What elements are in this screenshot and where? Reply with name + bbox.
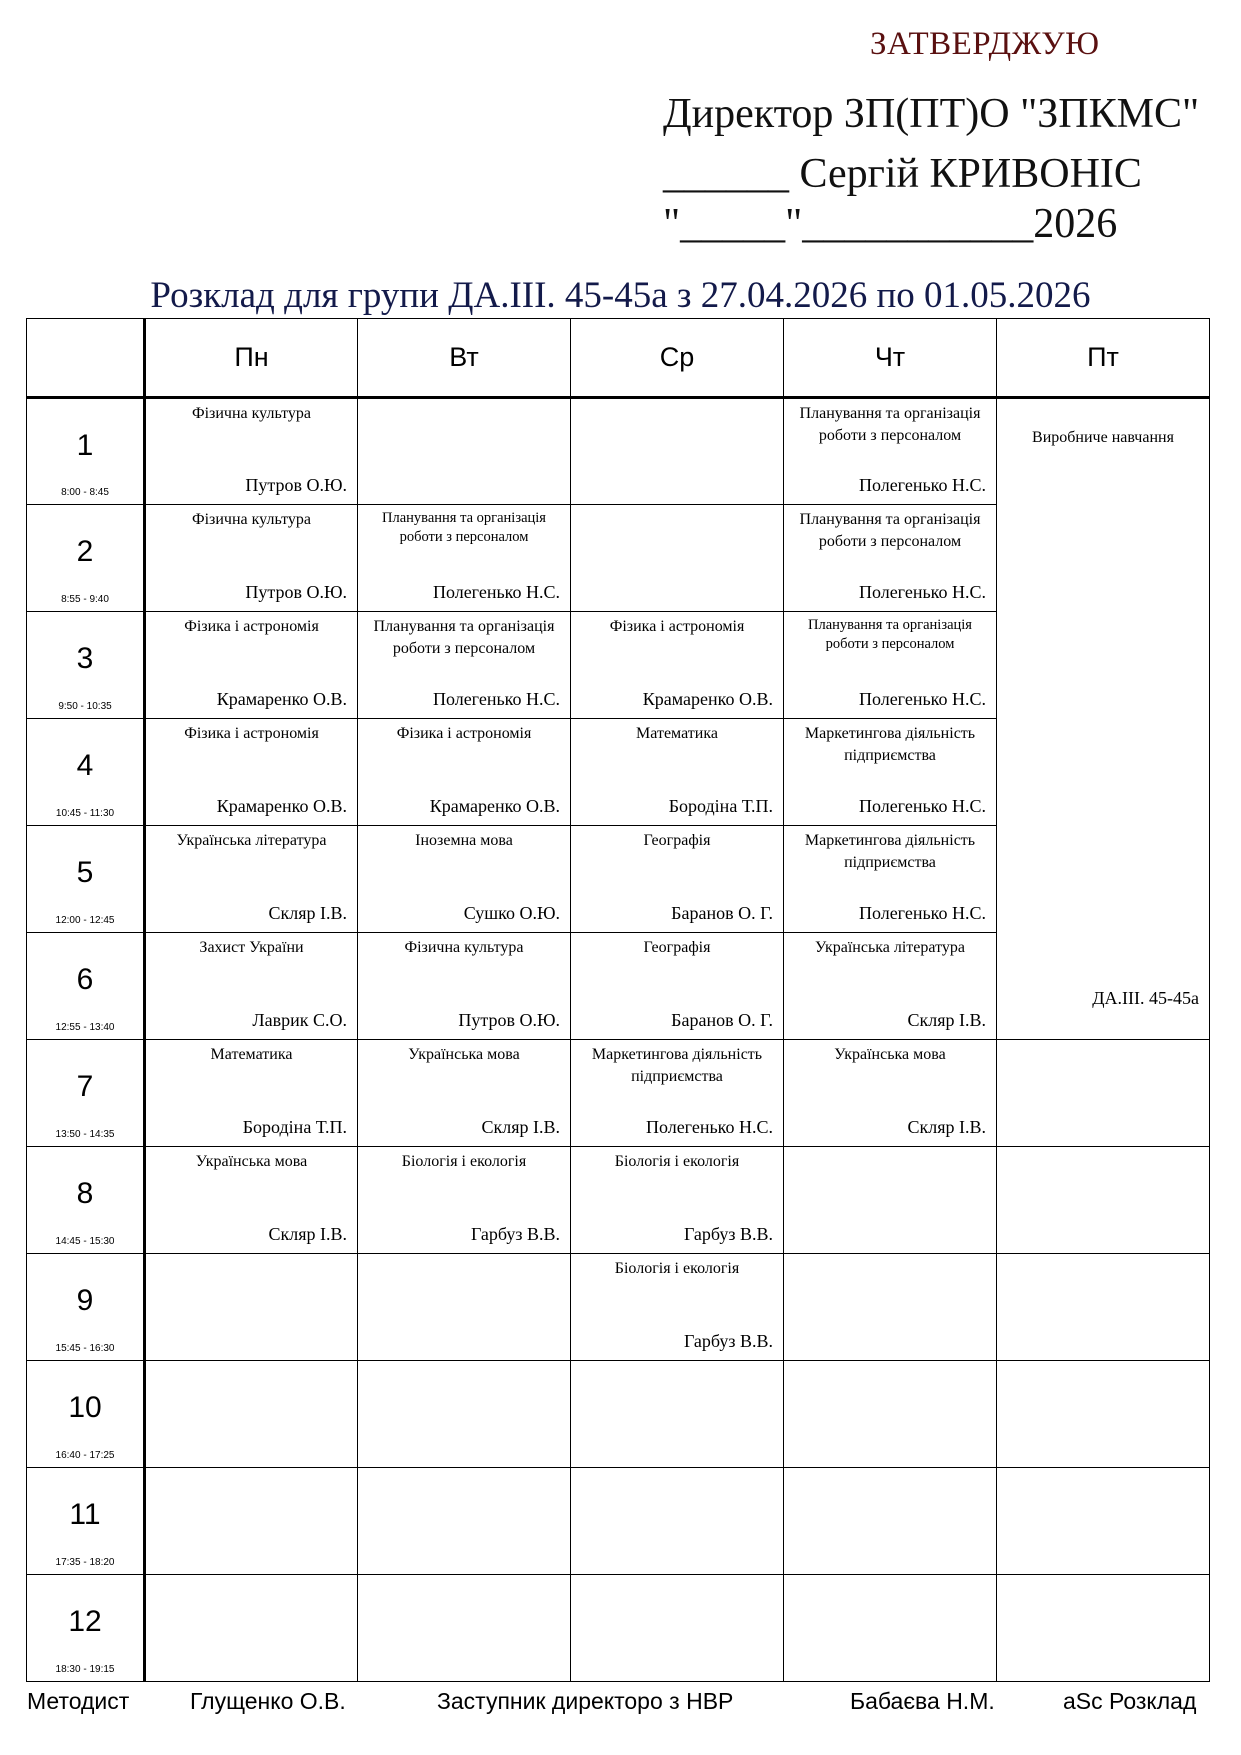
lesson-teacher: Баранов О. Г.: [671, 1010, 773, 1030]
lesson-cell: [571, 1147, 784, 1254]
lesson-cell: [145, 612, 358, 719]
period-time: 15:45 - 16:30: [55, 1343, 115, 1354]
approval-date: "_____"___________2026: [663, 201, 1118, 247]
lesson-subject: Маркетингова діяльність підприємства: [591, 1046, 763, 1085]
lesson-cell: [358, 826, 571, 933]
period-cell: [27, 1468, 145, 1575]
lesson-cell: [571, 719, 784, 826]
friday-subject: Виробниче навчання: [1032, 429, 1174, 446]
period-number: 4: [76, 749, 94, 782]
lesson-teacher: Скляр І.В.: [481, 1117, 560, 1137]
lesson-subject: Іноземна мова: [415, 832, 513, 849]
lesson-teacher: Путров О.Ю.: [458, 1010, 560, 1030]
lesson-cell: [571, 1575, 784, 1682]
period-time: 16:40 - 17:25: [55, 1450, 115, 1461]
lesson-subject: Математика: [210, 1046, 293, 1063]
lesson-cell: [784, 612, 997, 719]
lesson-subject: Українська література: [176, 832, 327, 849]
period-row: [27, 1147, 1210, 1254]
period-number: 3: [76, 642, 94, 675]
lesson-cell: [358, 1147, 571, 1254]
lesson-teacher: Бородіна Т.П.: [668, 796, 773, 816]
lesson-cell: [358, 505, 571, 612]
day-header: Ср: [571, 319, 784, 398]
lesson-cell: [784, 1040, 997, 1147]
approval-signature: ______ Сергій КРИВОНІС: [663, 151, 1142, 197]
lesson-teacher: Скляр І.В.: [907, 1010, 986, 1030]
lesson-cell: [358, 719, 571, 826]
lesson-cell: [358, 1468, 571, 1575]
lesson-teacher: Лаврик С.О.: [252, 1010, 347, 1030]
period-time: 8:00 - 8:45: [61, 487, 109, 498]
lesson-subject: Географія: [643, 939, 711, 956]
period-cell: [27, 398, 145, 505]
lesson-cell: [145, 1147, 358, 1254]
lesson-cell: [784, 1468, 997, 1575]
period-cell: [27, 1254, 145, 1361]
lesson-cell: [571, 505, 784, 612]
lesson-cell: [145, 398, 358, 505]
period-number: 12: [68, 1605, 102, 1638]
lesson-cell: [571, 1361, 784, 1468]
lesson-cell: [358, 1040, 571, 1147]
period-time: 18:30 - 19:15: [55, 1664, 115, 1675]
lesson-cell: [997, 1361, 1210, 1468]
lesson-cell: [784, 1254, 997, 1361]
lesson-teacher: Крамаренко О.В.: [642, 689, 773, 709]
lesson-cell: [784, 1361, 997, 1468]
lesson-subject: Українська мова: [408, 1046, 520, 1063]
period-number: 9: [76, 1284, 94, 1317]
lesson-cell: [145, 719, 358, 826]
lesson-cell: [784, 1147, 997, 1254]
lesson-teacher: Скляр І.В.: [268, 1224, 347, 1244]
lesson-cell: [145, 1575, 358, 1682]
day-header: Пн: [145, 319, 358, 398]
lesson-cell: [997, 1040, 1210, 1147]
lesson-subject: Географія: [643, 832, 711, 849]
period-cell: [27, 1040, 145, 1147]
lesson-cell: [358, 1575, 571, 1682]
methodist-label: Методист: [27, 1688, 130, 1714]
lesson-subject: Біологія і екологія: [401, 1153, 527, 1170]
lesson-teacher: Гарбуз В.В.: [683, 1331, 773, 1351]
period-cell: [27, 826, 145, 933]
lesson-subject: Маркетингова діяльність підприємства: [804, 832, 976, 871]
lesson-cell: [571, 398, 784, 505]
period-row: [27, 1468, 1210, 1575]
lesson-teacher: Крамаренко О.В.: [216, 689, 347, 709]
lesson-subject: Планування та організація роботи з персоналом: [382, 510, 546, 545]
lesson-teacher: Крамаренко О.В.: [429, 796, 560, 816]
lesson-subject: Фізика і астрономія: [184, 725, 319, 742]
day-header: Чт: [784, 319, 997, 398]
lesson-subject: Фізика і астрономія: [609, 618, 745, 635]
lesson-teacher: Полегенько Н.С.: [432, 582, 560, 602]
lesson-cell: [145, 1254, 358, 1361]
friday-practice-block: [997, 398, 1210, 1040]
corner-cell: [27, 319, 145, 398]
lesson-subject: Фізична культура: [191, 405, 312, 422]
lesson-cell: [145, 1040, 358, 1147]
lesson-teacher: Путров О.Ю.: [245, 582, 347, 602]
lesson-subject: Планування та організація роботи з персоналом: [799, 511, 981, 550]
lesson-subject: Біологія і екологія: [614, 1153, 740, 1170]
period-time: 10:45 - 11:30: [55, 808, 115, 819]
period-time: 12:00 - 12:45: [55, 915, 115, 926]
lesson-teacher: Бородіна Т.П.: [242, 1117, 347, 1137]
lesson-cell: [997, 1147, 1210, 1254]
lesson-cell: [997, 1575, 1210, 1682]
period-number: 1: [76, 429, 94, 462]
period-time: 14:45 - 15:30: [55, 1236, 115, 1247]
lesson-subject: Захист України: [199, 939, 304, 956]
day-header: Пт: [997, 319, 1210, 398]
lesson-teacher: Скляр І.В.: [268, 903, 347, 923]
lesson-cell: [145, 933, 358, 1040]
lesson-cell: [784, 719, 997, 826]
schedule-table: [26, 318, 1210, 1682]
lesson-subject: Фізика і астрономія: [184, 618, 319, 635]
lesson-cell: [997, 1254, 1210, 1361]
lesson-subject: Фізична культура: [191, 511, 312, 528]
lesson-cell: [784, 933, 997, 1040]
approval-title: ЗАТВЕРДЖУЮ: [870, 26, 1100, 62]
period-cell: [27, 933, 145, 1040]
lesson-subject: Планування та організація роботи з персоналом: [373, 618, 555, 657]
lesson-cell: [145, 826, 358, 933]
lesson-teacher: Полегенько Н.С.: [432, 689, 560, 709]
day-header-row: [27, 319, 1210, 398]
period-cell: [27, 1361, 145, 1468]
deputy-name: Бабаєва Н.М.: [850, 1688, 995, 1714]
period-time: 17:35 - 18:20: [55, 1557, 115, 1568]
lesson-cell: [358, 612, 571, 719]
friday-group: ДА.III. 45-45а: [1092, 988, 1199, 1008]
lesson-subject: Маркетингова діяльність підприємства: [804, 725, 976, 764]
lesson-cell: [358, 1254, 571, 1361]
period-row: [27, 398, 1210, 505]
lesson-cell: [571, 826, 784, 933]
period-number: 8: [76, 1177, 94, 1210]
period-row: [27, 1361, 1210, 1468]
period-number: 6: [76, 963, 94, 996]
lesson-cell: [997, 1468, 1210, 1575]
lesson-teacher: Полегенько Н.С.: [858, 796, 986, 816]
period-cell: [27, 1575, 145, 1682]
period-number: 5: [76, 856, 94, 889]
period-number: 2: [76, 535, 94, 568]
lesson-subject: Планування та організація роботи з персоналом: [808, 617, 972, 652]
lesson-cell: [358, 1361, 571, 1468]
period-cell: [27, 719, 145, 826]
lesson-teacher: Гарбуз В.В.: [470, 1224, 560, 1244]
lesson-subject: Фізика і астрономія: [396, 725, 532, 742]
lesson-teacher: Скляр І.В.: [907, 1117, 986, 1137]
lesson-teacher: Полегенько Н.С.: [858, 689, 986, 709]
period-time: 12:55 - 13:40: [55, 1022, 115, 1033]
lesson-teacher: Крамаренко О.В.: [216, 796, 347, 816]
period-number: 7: [76, 1070, 94, 1103]
period-time: 9:50 - 10:35: [58, 701, 112, 712]
lesson-cell: [145, 1361, 358, 1468]
schedule-title: Розклад для групи ДА.III. 45-45а з 27.04.2026 по 01.05.2026: [150, 275, 1091, 316]
lesson-cell: [571, 1468, 784, 1575]
lesson-cell: [784, 505, 997, 612]
lesson-teacher: Полегенько Н.С.: [858, 582, 986, 602]
period-time: 13:50 - 14:35: [55, 1129, 115, 1140]
deputy-label: Заступник директоро з НВР: [437, 1688, 734, 1714]
period-row: [27, 1254, 1210, 1361]
lesson-teacher: Сушко О.Ю.: [463, 903, 560, 923]
period-row: [27, 1040, 1210, 1147]
methodist-name: Глущенко О.В.: [190, 1688, 346, 1714]
lesson-subject: Українська література: [815, 939, 965, 956]
software-credit: aSc Розклад: [1063, 1688, 1197, 1714]
approval-director: Директор ЗП(ПТ)О "ЗПКМС": [663, 91, 1200, 137]
lesson-teacher: Гарбуз В.В.: [683, 1224, 773, 1244]
lesson-subject: Українська мова: [834, 1046, 946, 1063]
lesson-subject: Планування та організація роботи з персоналом: [799, 405, 981, 444]
period-cell: [27, 505, 145, 612]
lesson-cell: [784, 1575, 997, 1682]
lesson-teacher: Баранов О. Г.: [671, 903, 773, 923]
lesson-cell: [571, 933, 784, 1040]
lesson-cell: [571, 1254, 784, 1361]
lesson-subject: Фізична культура: [404, 939, 524, 956]
period-number: 10: [68, 1391, 102, 1424]
period-cell: [27, 612, 145, 719]
lesson-cell: [571, 1040, 784, 1147]
lesson-subject: Біологія і екологія: [614, 1260, 740, 1277]
lesson-cell: [145, 1468, 358, 1575]
lesson-cell: [358, 398, 571, 505]
lesson-cell: [145, 505, 358, 612]
lesson-cell: [784, 398, 997, 505]
lesson-cell: [358, 933, 571, 1040]
lesson-teacher: Полегенько Н.С.: [645, 1117, 773, 1137]
period-time: 8:55 - 9:40: [61, 594, 109, 605]
period-cell: [27, 1147, 145, 1254]
lesson-teacher: Полегенько Н.С.: [858, 903, 986, 923]
lesson-subject: Українська мова: [195, 1153, 308, 1170]
lesson-subject: Математика: [636, 725, 718, 742]
period-row: [27, 1575, 1210, 1682]
day-header: Вт: [358, 319, 571, 398]
lesson-teacher: Полегенько Н.С.: [858, 475, 986, 495]
lesson-cell: [784, 826, 997, 933]
period-number: 11: [69, 1498, 101, 1531]
lesson-cell: [571, 612, 784, 719]
lesson-teacher: Путров О.Ю.: [245, 475, 347, 495]
